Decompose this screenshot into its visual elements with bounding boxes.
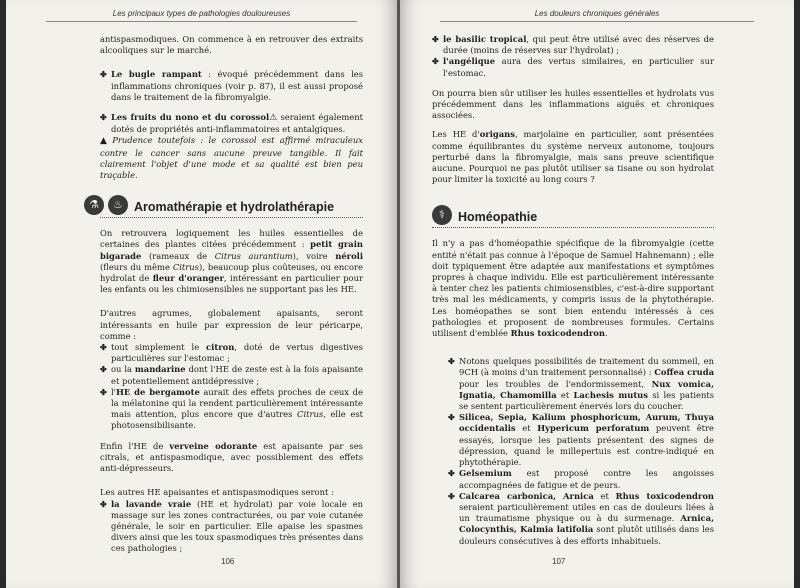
left-head-rule <box>46 21 357 22</box>
section-title-homeo: Homéopathie <box>458 210 538 225</box>
left-lavande: ✤ la lavande vraie (HE et hydrolat) par voie locale en massage sur les zones contracturées, ou par voie cutanée générale, le soir en particulier. Elle apaise les spasmes divers ainsi que les toux spasmodiques très présentes dans ces pathologies ; <box>100 498 363 554</box>
cross-bullet-icon: ✤ <box>448 412 455 423</box>
hydrolat-icon: ♨ <box>108 195 128 215</box>
right-gelsemium: ✤ Gelsemium est proposé contre les angoisses accompagnées de fatigue et de peurs. <box>448 468 714 490</box>
cross-bullet-icon: ✤ <box>448 490 455 501</box>
right-folio: 107 <box>552 557 566 566</box>
cross-bullet-icon: ✤ <box>100 112 107 123</box>
right-p2: Les HE d'origans, marjolaine en particulier, sont présentées comme équilibrantes du système nerveux autonome, toujours perturbé dans la fibromyalgie, mais sans preuve scientifique aucune. Pourquoi ne pas plutôt utiliser sa tisane ou son hydrolat pour limiter la toxicité au long cours ? <box>432 129 714 185</box>
cross-bullet-icon: ✤ <box>100 69 107 80</box>
right-silicea: ✤ Silicea, Sepia, Kalium phosphoricum, Aurum, Thuya occidentalis et Hypericum perforatum peuvent être essayés, lorsque les patients présentent des signes de dépression, quand le millepertuis est contre-indiqué en phytothérapie. <box>448 412 714 468</box>
cross-bullet-icon: ✤ <box>100 364 107 375</box>
aromatherapy-icon: ⚗ <box>84 195 104 215</box>
right-calcarea: ✤ Calcarea carbonica, Arnica et Rhus toxicodendron seraient particulièrement utiles en cas de douleurs liées à un traumatisme physique ou à du surmenage. Arnica, Colocynthis, Kalmia latifolia sont plutôt utilisés dans les douleurs consécutives à des efforts inhabituels. <box>448 490 714 546</box>
right-homeo-list <box>432 356 714 546</box>
warning-triangle-icon: ⚠ <box>269 113 278 124</box>
left-bullet-bugle: ✤ Le bugle rampant : évoqué précédemment dans les inflammations chroniques (voir p. 87), il est aussi proposé dans le traitement de la fibromyalgie. <box>100 69 363 102</box>
homeopathy-icon: ⚕ <box>432 205 452 225</box>
left-warning-note: ▲ Prudence toutefois : le corossol est affirmé miraculeux contre le cancer sans aucune preuve tangible. Il fait clairement l'objet d'une mode et sa qualité est bien peu traçable. <box>100 135 363 181</box>
right-head-rule <box>440 21 754 22</box>
cross-bullet-icon: ✤ <box>100 342 107 353</box>
left-p1: antispasmodiques. On commence à en retrouver des extraits alcooliques sur le marché. <box>100 34 363 56</box>
cross-bullet-icon: ✤ <box>432 56 439 67</box>
left-mandarine: ✤ ou la mandarine dont l'HE de zeste est à la fois apaisante et potentiellement antidépressive ; <box>100 364 364 386</box>
left-folio: 106 <box>221 557 235 566</box>
left-bullet-nono: ✤ Les fruits du nono et du corossol⚠ seraient également dotés de propriétés anti-inflammatoires et antalgiques. <box>100 112 363 135</box>
cross-bullet-icon: ✤ <box>432 34 439 44</box>
section-homeopathie <box>432 201 714 228</box>
left-s2: D'autres agrumes, globalement apaisants, seront intéressants en huile par expression de leur péricarpe, comme : <box>100 308 363 341</box>
section-title-aroma: Aromathérapie et hydrolathérapie <box>134 200 335 215</box>
left-bergamote: ✤ l'HE de bergamote aurait des effets proches de ceux de la mélatonine qui la rendent particulièrement intéressante mais attention, plus encore que d'autres Citrus, elle est photosensibilisante. <box>100 386 363 431</box>
left-content <box>89 34 364 555</box>
left-running-head-text: Les principaux types de pathologies douloureuses <box>112 9 291 18</box>
cross-bullet-icon: ✤ <box>100 498 107 509</box>
right-angelique: ✤ l'angélique aura des vertus similaires, en particulier sur l'estomac. <box>432 56 714 78</box>
cross-bullet-icon: ✤ <box>448 356 455 367</box>
cross-bullet-icon: ✤ <box>100 386 107 397</box>
left-s3: Enfin l'HE de verveine odorante est apaisante par ses citrals, et antispasmodique, avec possiblement des effets anti-dépresseurs. <box>100 440 363 474</box>
right-p1: On pourra bien sûr utiliser les huiles essentielles et hydrolats vus précédemment dans les inflammations aiguës et chroniques associées. <box>432 87 714 121</box>
left-s4: Les autres HE apaisantes et antispasmodiques seront : <box>100 487 334 498</box>
right-sommeil: ✤ Notons quelques possibilités de traitement du sommeil, en 9CH (à moins d'un traitement personnalisé) : Coffea cruda pour les troubles de l'endormissement, Nux vomica, Ignatia, Chamomilla et Lachesis mutus si les patients se sentent particulièrement énervés lors du coucher. <box>448 356 715 412</box>
warning-small-icon: ▲ <box>100 136 107 147</box>
left-page <box>6 0 398 588</box>
left-s1: On retrouvera logiquement les huiles essentielles de certaines des plantes citées précédemment : petit grain bigarade (rameaux de Citrus aurantium), voire néroli (fleurs du même Citrus), beaucoup plus coûteuses, ou encore hydrolat de fleur d'oranger, intéressant en particulier pour les enfants ou les chimiosensibles ne supportant pas les HE. <box>100 228 364 295</box>
right-running-head <box>400 9 794 18</box>
section-aromatherapie <box>89 191 363 218</box>
right-content <box>432 34 714 547</box>
right-basilic: ✤ le basilic tropical, qui peut être utilisé avec des réserves de durée (moins de réserves sur l'hydrolat) ; <box>432 34 714 56</box>
right-h1: Il n'y a pas d'homéopathie spécifique de la fibromyalgie (cette entité n'était pas connue à l'époque de Samuel Hahnemann) ; elle doit typiquement être adaptée aux manifestations et symptômes propres à chaque individu. Elle est particulièrement intéressante à tenter chez les patients chimiosensibles, c'est-à-dire supportant très mal les médicaments, y compris issus de la phytothérapie. Les homéopathes se sont bien entendu intéressés à ces pathologies et proposent de nombreuses formules. Certains utilisent d'emblée Rhus toxicodendron. <box>432 238 714 339</box>
left-running-head <box>6 9 397 18</box>
right-running-head-text: Les douleurs chroniques générales <box>534 9 660 18</box>
cross-bullet-icon: ✤ <box>448 468 455 479</box>
left-citron: ✤ tout simplement le citron, doté de vertus digestives particulières sur l'estomac ; <box>100 342 363 364</box>
right-page <box>400 0 794 588</box>
